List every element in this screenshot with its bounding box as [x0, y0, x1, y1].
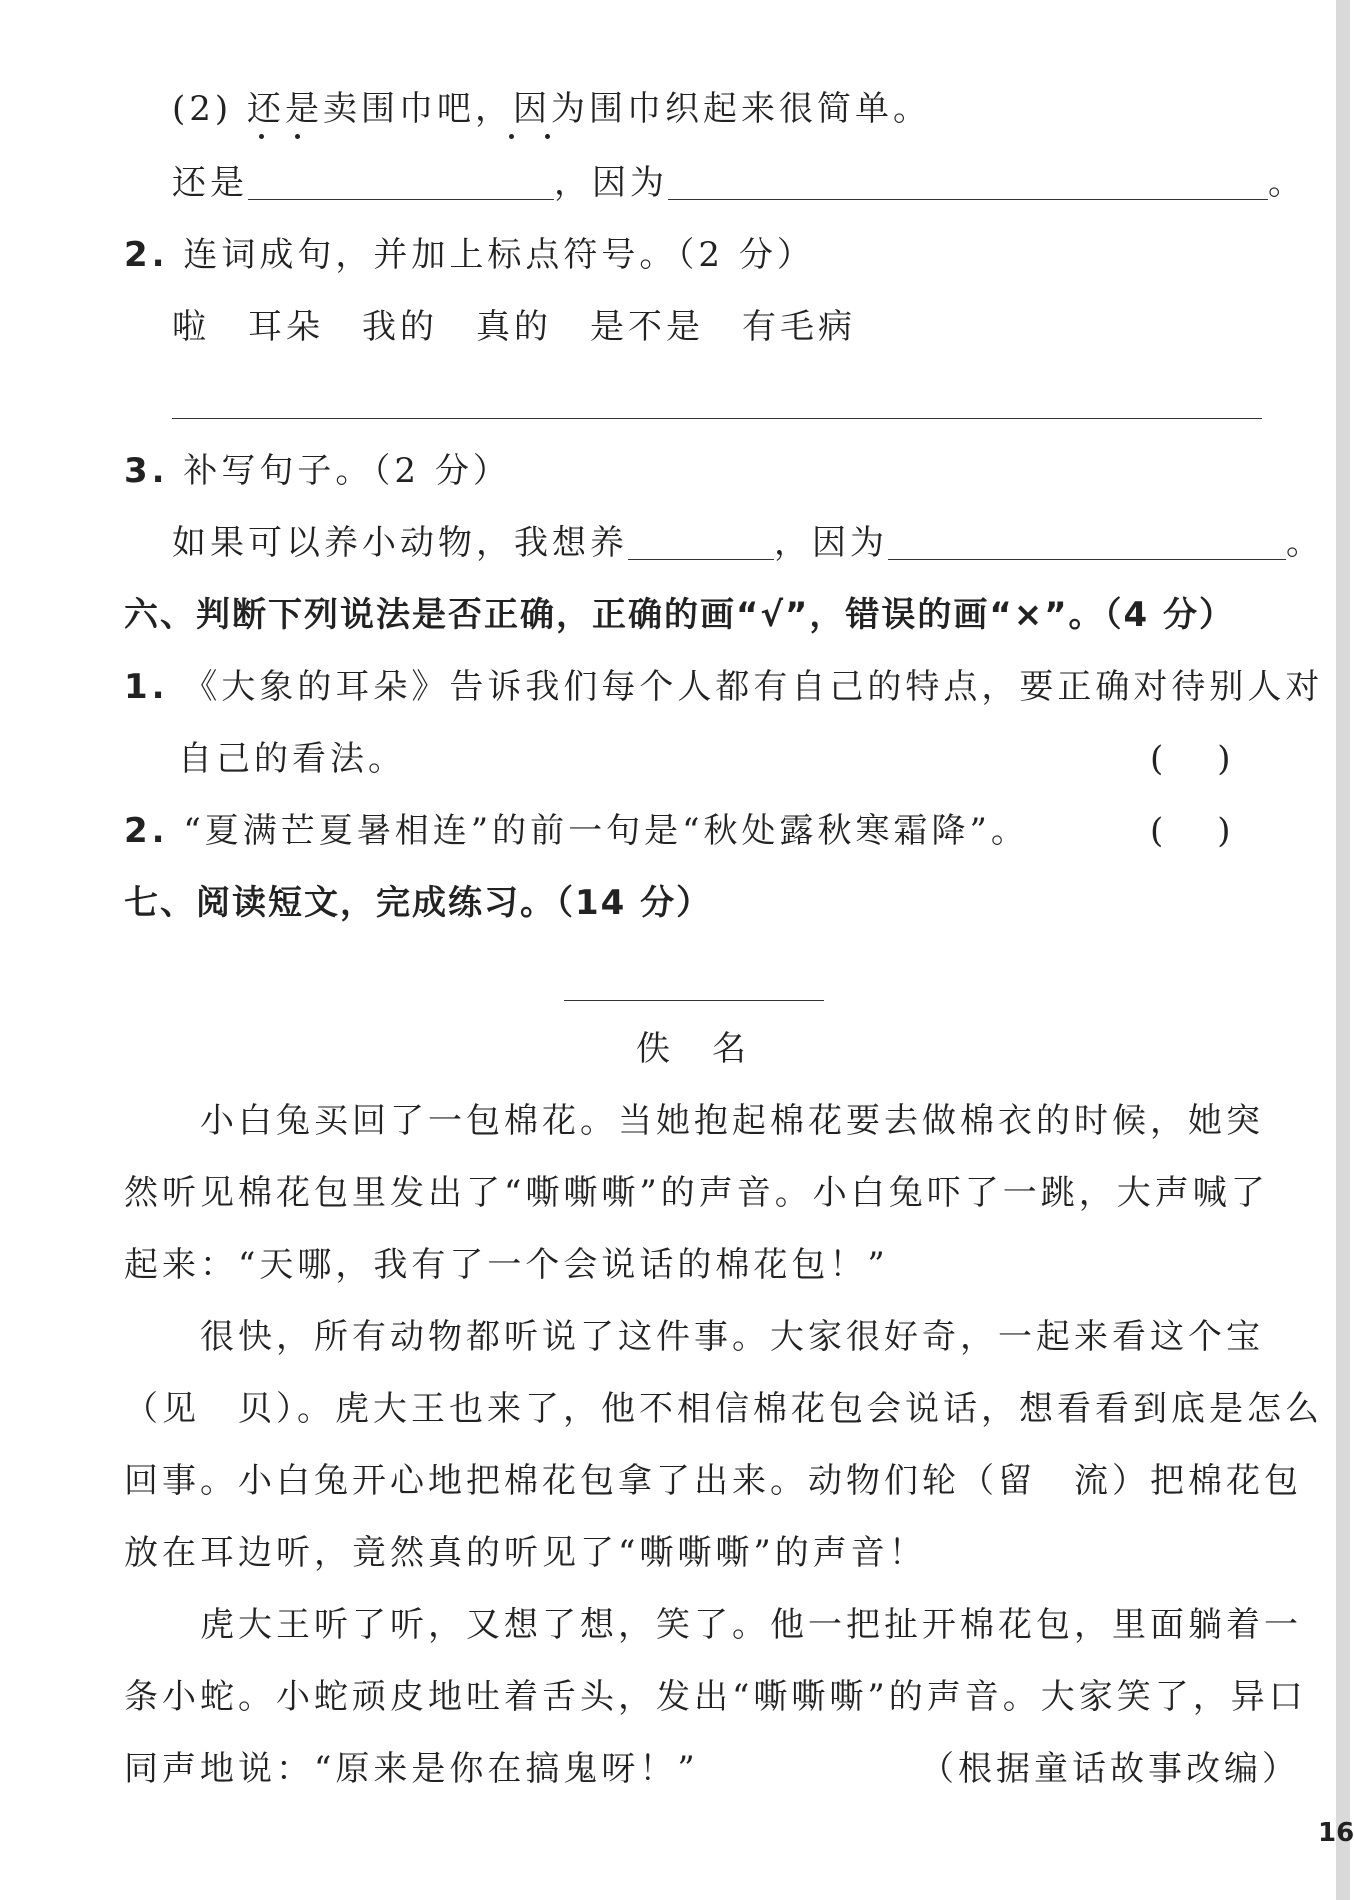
passage-line: 然听见棉花包里发出了“嘶嘶嘶”的声音。小白兔吓了一跳，大声喊了 — [124, 1173, 1269, 1213]
answer-blank[interactable] — [668, 169, 1268, 200]
answer-blank[interactable] — [628, 529, 774, 560]
passage-line: 放在耳边听，竟然真的听见了“嘶嘶嘶”的声音！ — [124, 1533, 927, 1573]
passage-line: （见 贝）。虎大王也来了，他不相信棉花包会说话，想看看到底是怎么 — [124, 1389, 1323, 1429]
fill-prefix: 如果可以养小动物，我想养 — [172, 523, 628, 563]
answer-blank[interactable] — [248, 169, 554, 200]
emphasis-dot — [509, 134, 514, 139]
answer-parentheses[interactable]: ( ) — [1150, 739, 1231, 779]
fill-end: 。 — [1286, 523, 1324, 563]
passage-line: 同声地说：“原来是你在搞鬼呀！” — [124, 1749, 699, 1789]
s6-q1-line2: 自己的看法。 — [178, 739, 406, 779]
author-name: 佚 名 — [636, 1029, 750, 1069]
q3-line — [124, 451, 511, 491]
question-text: 补写句子。（2 分） — [183, 451, 511, 491]
passage-line: 小白兔买回了一包棉花。当她抱起棉花要去做棉衣的时候，她突 — [200, 1101, 1264, 1141]
question-number: 3. — [124, 451, 169, 491]
question-text: “夏满芒夏暑相连”的前一句是“秋处露秋寒霜降”。 — [183, 811, 1029, 851]
s6-q1-line1 — [124, 667, 1324, 707]
emphasis-dot — [259, 134, 264, 139]
section7-heading: 七、阅读短文，完成练习。（14 分） — [124, 883, 713, 923]
source-note: （根据童话故事改编） — [920, 1749, 1300, 1789]
q3-fill-line — [172, 523, 1324, 563]
section6-heading: 六、判断下列说法是否正确，正确的画“√”，错误的画“×”。（4 分） — [124, 595, 1236, 635]
passage-line: 虎大王听了听，又想了想，笑了。他一把扯开棉花包，里面躺着一 — [200, 1605, 1302, 1645]
q2-line — [124, 235, 815, 275]
passage-line: 条小蛇。小蛇顽皮地吐着舌头，发出“嘶嘶嘶”的声音。大家笑了，异口 — [124, 1677, 1307, 1717]
fill-middle: ，因为 — [554, 163, 668, 203]
answer-blank[interactable] — [888, 529, 1286, 560]
fill-middle: ，因为 — [774, 523, 888, 563]
title-blank-line[interactable] — [564, 1000, 824, 1001]
answer-parentheses[interactable]: ( ) — [1150, 811, 1231, 851]
q1-2-sentence: (2) 还是卖围巾吧，因为围巾织起来很简单。 — [172, 89, 931, 129]
s6-q2-line — [124, 811, 1029, 851]
question-number: 2. — [124, 811, 169, 851]
page-number: 16 — [1318, 1818, 1354, 1848]
question-text: 《大象的耳朵》告诉我们每个人都有自己的特点，要正确对待别人对 — [183, 667, 1324, 707]
q1-2-fill-line — [172, 163, 1306, 203]
q2-word-bank: 啦 耳朵 我的 真的 是不是 有毛病 — [172, 307, 856, 347]
question-text: 连词成句，并加上标点符号。（2 分） — [183, 235, 815, 275]
answer-line[interactable] — [172, 418, 1262, 419]
emphasis-dot — [545, 134, 550, 139]
question-number: 2. — [124, 235, 169, 275]
emphasis-dot — [295, 134, 300, 139]
fill-end: 。 — [1268, 163, 1306, 203]
passage-line: 起来：“天哪，我有了一个会说话的棉花包！” — [124, 1245, 889, 1285]
question-number: 1. — [124, 667, 169, 707]
passage-line: 很快，所有动物都听说了这件事。大家很好奇，一起来看这个宝 — [200, 1317, 1264, 1357]
fill-prefix: 还是 — [172, 163, 248, 203]
page-edge-shade — [1336, 0, 1350, 1900]
passage-line: 回事。小白兔开心地把棉花包拿了出来。动物们轮（留 流）把棉花包 — [124, 1461, 1302, 1501]
